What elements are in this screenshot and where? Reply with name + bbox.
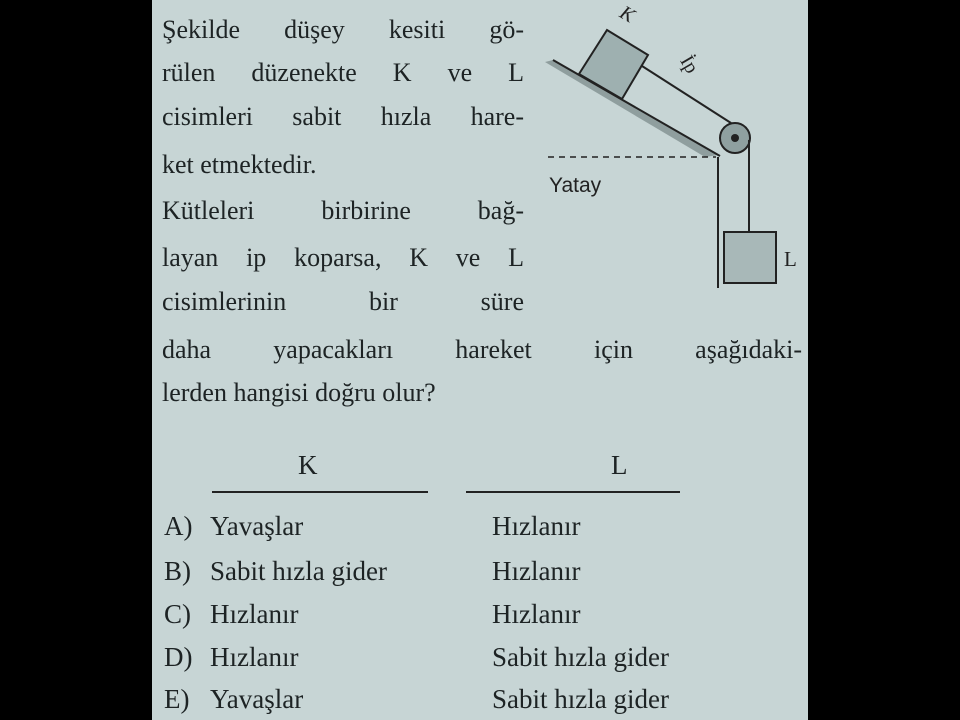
header-rule-l — [466, 491, 680, 493]
option-l: Sabit hızla gider — [492, 642, 669, 672]
header-rule-k — [212, 491, 428, 493]
option-k: Yavaşlar — [210, 684, 304, 714]
question-line: cisimleri sabit hızla hare- — [162, 102, 524, 131]
question-line: Şekilde düşey kesiti gö- — [162, 15, 524, 44]
option-l: Hızlanır — [492, 599, 581, 629]
block-l — [724, 232, 776, 283]
option-k: Sabit hızla gider — [210, 556, 387, 586]
question-line: ket etmektedir. — [162, 150, 317, 179]
option-letter: B) — [164, 556, 191, 586]
option-l: Sabit hızla gider — [492, 684, 669, 714]
option-k: Hızlanır — [210, 599, 299, 629]
option-letter: E) — [164, 684, 190, 714]
option-k: Hızlanır — [210, 642, 299, 672]
column-header-l: L — [611, 450, 628, 480]
option-letter: C) — [164, 599, 191, 629]
option-letter: D) — [164, 642, 193, 672]
question-line: rülen düzenekte K ve L — [162, 58, 524, 87]
option-letter: A) — [164, 511, 193, 541]
question-page — [152, 0, 808, 720]
question-line: layan ip koparsa, K ve L — [162, 243, 524, 272]
question-line: cisimlerinin bir süre — [162, 287, 524, 316]
question-line: daha yapacakları hareket için aşağıdaki- — [162, 335, 802, 364]
block-l-label: L — [784, 247, 797, 271]
block-k — [579, 30, 648, 99]
option-k: Yavaşlar — [210, 511, 304, 541]
pulley-axle — [731, 134, 739, 142]
question-line: Kütleleri birbirine bağ- — [162, 196, 524, 225]
option-l: Hızlanır — [492, 511, 581, 541]
horizontal-label: Yatay — [549, 174, 602, 197]
column-header-k: K — [298, 450, 318, 480]
rope-label: İp — [675, 51, 703, 78]
option-l: Hızlanır — [492, 556, 581, 586]
question-line: lerden hangisi doğru olur? — [162, 378, 436, 407]
block-k-label: K — [615, 1, 639, 28]
